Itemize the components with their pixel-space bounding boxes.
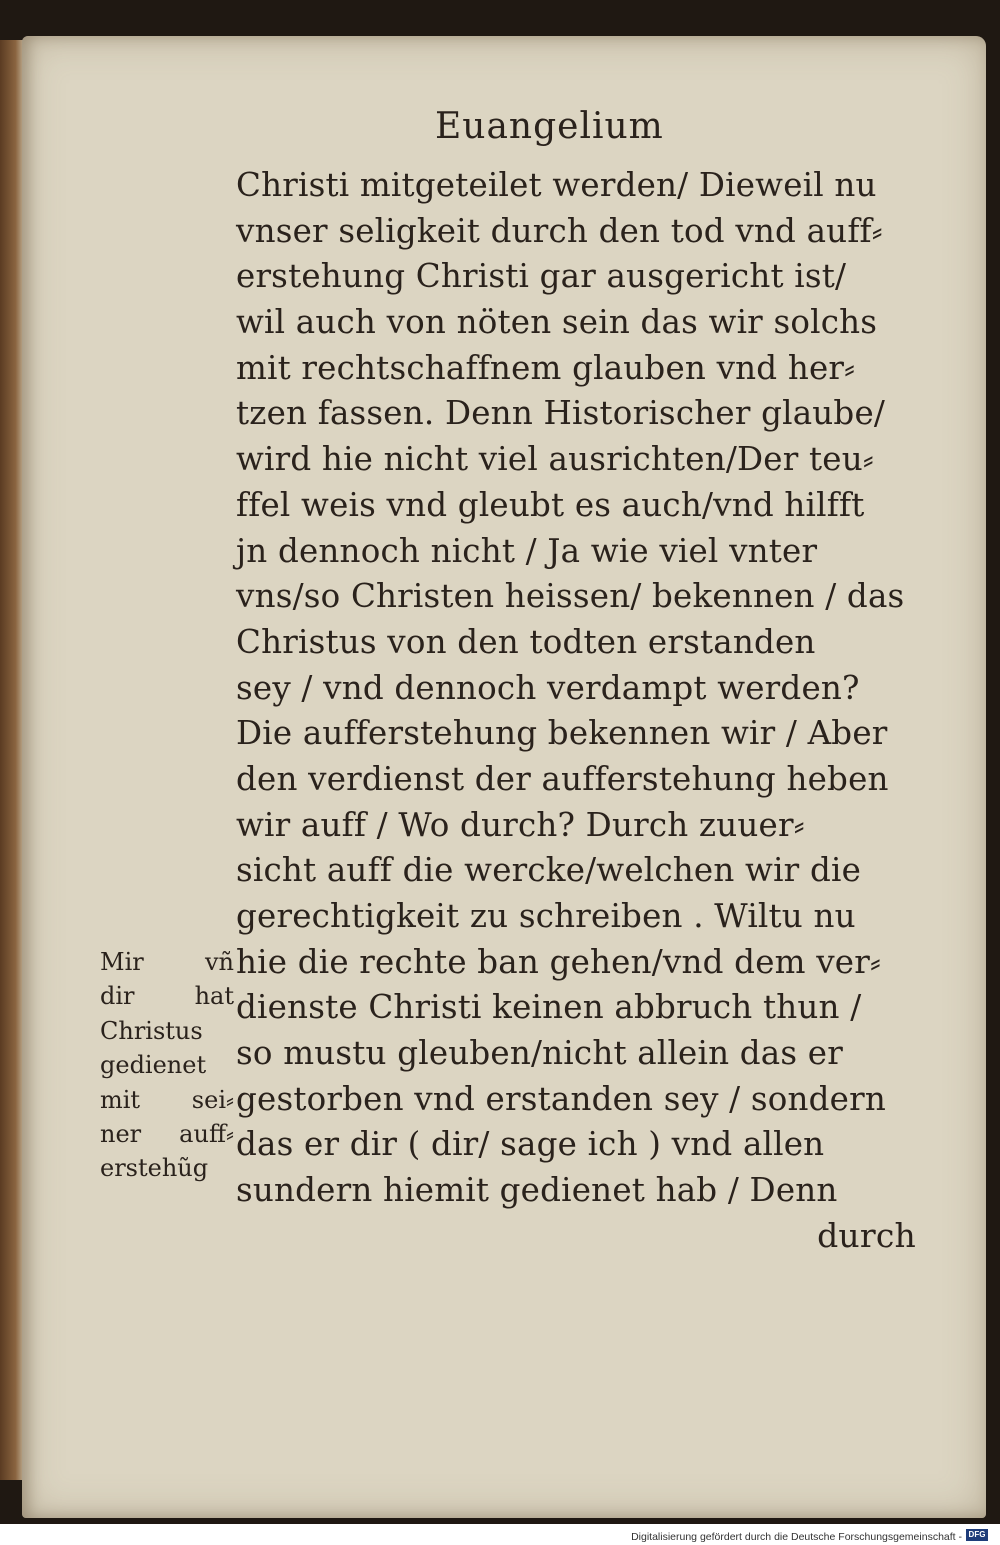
margin-note-line: dir hat [100, 982, 234, 1011]
text-line: sundern hiemit gedienet hab / Denn [236, 1170, 838, 1210]
text-line: vns/so Christen heissen/ bekennen / das [236, 576, 905, 616]
funding-credit: Digitalisierung gefördert durch die Deutsche Forschungsgemeinschaft - [631, 1531, 962, 1543]
text-line: so mustu gleuben/nicht allein das er [236, 1033, 843, 1073]
text-line: wil auch von nöten sein das wir solchs [236, 302, 878, 342]
text-line: mit rechtschaffnem glauben vnd her⸗ [236, 347, 856, 387]
text-line: das er dir ( dir/ sage ich ) vnd allen [236, 1124, 825, 1164]
text-line: hie die rechte ban gehen/vnd dem ver⸗ [236, 941, 881, 981]
text-line: gestorben vnd erstanden sey / sondern [236, 1078, 887, 1118]
text-line: den verdienst der aufferstehung heben [236, 758, 889, 798]
text-line: vnser seligkeit durch den tod vnd auff⸗ [236, 210, 883, 250]
text-line: wird hie nicht viel ausrichten/Der teu⸗ [236, 439, 874, 479]
body-text [236, 162, 926, 1259]
text-line: ffel weis vnd gleubt es auch/vnd hilfft [236, 484, 865, 524]
margin-note-line: mit sei⸗ [100, 1085, 234, 1114]
margin-note-line: gedienet [100, 1051, 207, 1080]
text-line: jn dennoch nicht / Ja wie viel vnter [236, 530, 818, 570]
text-line: Christi mitgeteilet werden/ Dieweil nu [236, 165, 877, 204]
catchword: durch [817, 1215, 916, 1255]
text-line: sicht auff die wercke/welchen wir die [236, 850, 862, 890]
margin-note-line: ner auff⸗ [100, 1119, 234, 1148]
text-line: Christus von den todten erstanden [236, 621, 816, 661]
text-line: sey / vnd dennoch verdampt werden? [236, 667, 860, 707]
text-line: Die aufferstehung bekennen wir / Aber [236, 713, 888, 753]
text-line: wir auff / Wo durch? Durch zuuer⸗ [236, 804, 805, 844]
running-head: Euangelium [435, 106, 664, 147]
text-line: gerechtigkeit zu schreiben . Wiltu nu [236, 896, 856, 935]
text-line: dienste Christi keinen abbruch thun / [236, 987, 862, 1027]
text-line: tzen fassen. Denn Historischer glaube/ [236, 393, 886, 433]
margin-note-line: erstehũg [100, 1154, 209, 1183]
margin-note-line: Christus [100, 1016, 203, 1045]
margin-note [100, 945, 234, 1186]
dfg-logo: DFG [966, 1529, 988, 1541]
margin-note-line: Mir vñ [100, 948, 234, 976]
text-line: erstehung Christi gar ausgericht ist/ [236, 256, 847, 296]
